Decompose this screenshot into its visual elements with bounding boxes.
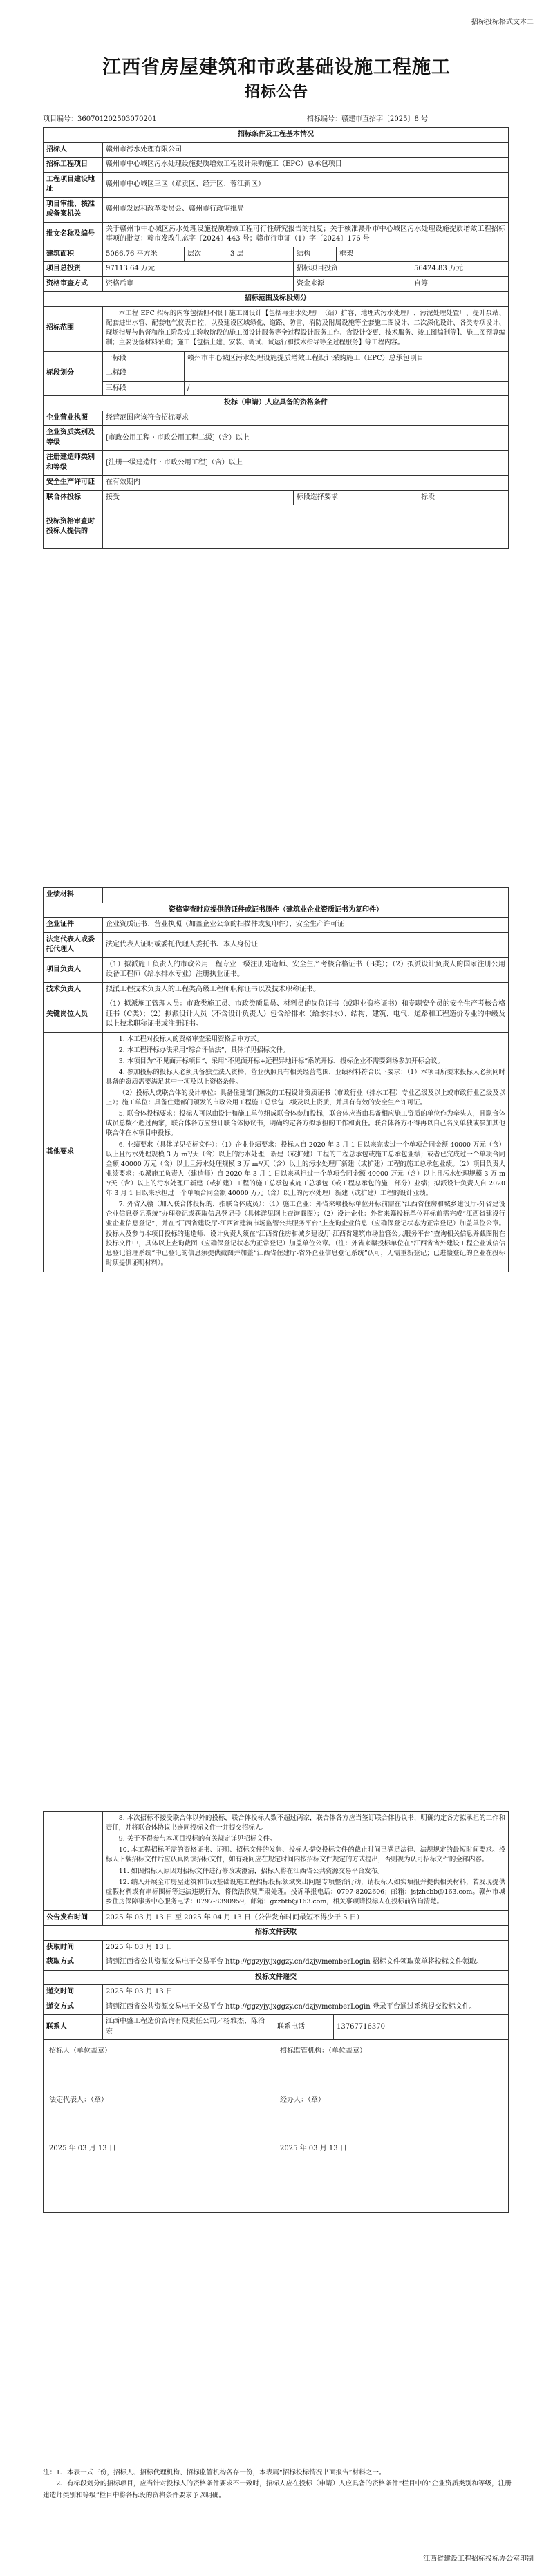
sig-left-date: 2025 年 03 月 13 日	[49, 2145, 116, 2153]
value-bid-method: 请到江西省公共资源交易电子交易平台 http://ggzyjy.jxggzy.cn/dzjy/memberLogin 登录平台通过系统提交投标文件。	[103, 2000, 509, 2015]
label-doc-method: 获取方式	[44, 1955, 103, 1971]
signature-tenderer	[44, 2040, 274, 2213]
section-title-qualification: 投标（申请）人应具备的资格条件	[44, 396, 509, 411]
value-consortium: 接受	[103, 490, 294, 505]
label-project-lead: 项目负责人	[44, 957, 103, 982]
value-key-staff: （1）拟派施工管理人员：市政类施工员、市政类质量员、材料员的岗位证书（或职业资格证书）和专职安全员的安全生产考核合格证书（C类）；（2）拟派设计人员（不含设计负责人）包含给排水（给水排水）、结构、建筑、电气、道路和工程造价专业的中级及以上技术职称证书或注册证书。	[103, 997, 509, 1033]
section-title-doc: 招标文件获取	[44, 1926, 509, 1941]
other-para-8: 7. 外省入赣（加入联合体投标的，指联合体成员）：（1）施工企业：外省来赣投标单位开标前需在“江西省住房和城乡建设厅-外省建设企业信息登记系统”办理登记或获取信息登记号（具体详见网上查询截图）；（2）设计企业：外省来赣投标单位开标前需完成“江西省建设行业企业信息登记”，并在“江西省建设厅-江西省建筑市场监管公共服务平台”上查询企业信息（应确保登记状态为正常登记）加盖单位公章。投标人及参与本项目投标的建造师、设计负责人须在“江西省住房和城乡建设厅-江西省建筑市场监管公共服务平台”查询相关信息并截图附在投标文件中，具体以上查询截图（应确保登记状态为正常登记）加盖单位公章。（注：外省来赣投标单位在“江西省省外建设工程企业诚信信息登记管理系统”中已登记的信息须提供截图并加盖“江西省住建厅-省外企业信息登记系统”认可，无需重新登记；已进赣登记的企业在投标时须提供证明材料）。	[106, 1201, 505, 1267]
other-para-11: 10. 本工程招标所需的资格证书、证明、招标文件的发售、投标人提交投标文件的截止时间已满足法律、法规规定的最短时间要求。投标人下载招标文件后应认真阅读招标文件，如有疑问应在规定时间内按招标文件规定的方式提出，否则视为认可招标文件的全部内容。	[106, 1846, 505, 1864]
value-authority: 赣州市发展和改革委员会、赣州市行政审批局	[103, 197, 509, 222]
value-doc-time: 2025 年 03 月 13 日	[103, 1940, 509, 1955]
other-para-5: （2）投标人或联合体的设计单位：具备住建部门颁发的工程设计资质证书（市政行业（排水工程）专业乙级及以上或市政行业乙级及以上）；施工单位：具备住建部门颁发的市政公用工程施工总承包二级及以上资质，并具有有效的安全生产许可证。	[106, 1089, 505, 1107]
label-consortium: 联合体投标	[44, 490, 103, 505]
label-floors: 层次	[185, 247, 227, 262]
other-para-9: 8. 本次招标不接受联合体以外的投标，联合体投标人数不超过两家，联合体各方应当签订联合体协议书，明确约定各方拟承担的工作和责任，并将联合体协议书连同投标文件一并提交招标人。	[106, 1814, 505, 1832]
label-doc-time: 获取时间	[44, 1940, 103, 1955]
value-tender-amount: 56424.83 万元	[411, 262, 509, 277]
label-bid-time: 递交时间	[44, 1985, 103, 2000]
value-phone: 13767716370	[334, 2015, 509, 2040]
other-para-4: 4. 参加投标的投标人必须具备独立法人资格，营业执照具有相关经营范围，业绩材料符合以下要求：（1）本项目所要求投标人必须同时具备的资质需要满足其中一项及以上资格条件。	[106, 1068, 505, 1086]
scope-text: 本工程 EPC 招标的内容包括但不限于施工图设计【包括再生水处理厂（站）扩容、地埋式污水处理厂、污泥处理处置厂、提升泵站、配套进出水管、配套电气仪表自控，以及建设区域绿化、道路、防雷、消防及附属设施等全套施工图设计、二次深化设计、各类专项设计、现场指导与监督和施工阶段竣工验收阶段的施工图设计服务等全过程设计服务工作、含设计变更、技术服务、竣工图编制等】、施工图预算编制；主要设备材料采购；施工【包括土建、安装、调试、试运行和技术指导等全过程服务】等工程内容。	[106, 309, 505, 346]
lot-1-content: 赣州市中心城区污水处理设施提质增效工程设计采购施工（EPC）总承包项目	[185, 351, 509, 366]
value-review-docs	[103, 505, 509, 549]
title-main: 江西省房屋建筑和市政基础设施工程施工	[102, 57, 451, 78]
lot-2-content	[185, 366, 509, 382]
label-announce-time: 公告发布时间	[44, 1910, 103, 1926]
label-tenderer: 招标人	[44, 142, 103, 158]
sig-left-title: 招标人（单位盖章）	[49, 2047, 111, 2056]
cont-blank	[44, 1812, 103, 1911]
label-tech-lead: 技术负责人	[44, 982, 103, 997]
other-para-3: 3. 本项目为“不见面开标项目”，采用“不见面开标+远程异地评标”系统开标，投标企业不需要到场参加开标会议。	[118, 1057, 444, 1065]
table-conditions	[43, 127, 509, 549]
label-other: 其他要求	[44, 1032, 103, 1272]
label-performance: 业绩材料	[44, 888, 103, 903]
lot-3-name: 三标段	[103, 381, 185, 396]
value-lot-choice: 一标段	[411, 490, 509, 505]
section-title-scope: 招标范围及标段划分	[44, 292, 509, 307]
label-builder-class: 注册建造师类别和等级	[44, 451, 103, 476]
label-scope: 招标范围	[44, 306, 103, 351]
label-tender-amount: 招标项目投资	[294, 262, 411, 277]
value-tenderer: 赣州市污水处理有限公司	[103, 142, 509, 158]
other-para-6: 5. 联合体投标要求：投标人可以由设计和施工单位组成联合体参加投标，联合体应当由具备相应施工资质的单位作为牵头人，且联合体成员总数不超过两家，联合体各方应签订联合体协议书，明确约定各方拟承担的工作和责任。联合体各方不得再以自己名义单独或参加其他联合体在本项目中投标。	[106, 1110, 505, 1138]
label-license: 企业营业执照	[44, 411, 103, 426]
label-company-docs: 企业证件	[44, 918, 103, 933]
label-qualification-class: 企业资质类别及等级	[44, 426, 103, 451]
title-sub: 招标公告	[244, 83, 308, 101]
notes	[43, 2467, 513, 2501]
label-key-staff: 关键岗位人员	[44, 997, 103, 1033]
sig-right-date: 2025 年 03 月 13 日	[280, 2145, 347, 2153]
value-bid-time: 2025 年 03 月 13 日	[103, 1985, 509, 2000]
value-structure: 框架	[337, 247, 509, 262]
footer-printer: 江西省建设工程招标投标办公室印制	[423, 2555, 534, 2563]
other-para-1: 1. 本工程对投标人的资格审查采用资格后审方式。	[118, 1035, 263, 1043]
note-1: 注：1、本表一式三份，招标人、招标代理机构、招标监管机构各存一份，本表属“招标投标情况书面报告”材料之一。	[43, 2469, 386, 2476]
lot-3-content: /	[185, 381, 509, 396]
agency-name: 江西中盛工程造价咨询有限责任公司／	[106, 2018, 223, 2026]
other-para-10: 9. 关于不得参与本项目投标的有关规定详见招标文件。	[118, 1835, 276, 1843]
value-other-continued	[103, 1812, 509, 1911]
label-lots: 标段划分	[44, 351, 103, 396]
sig-left-rep: 法定代表人：（章）	[49, 2096, 108, 2104]
value-announce-time: 2025 年 03 月 13 日 至 2025 年 04 月 13 日（公告发布时间最短不得少于 5 日）	[103, 1910, 509, 1926]
label-lot-choice: 标段选择要求	[294, 490, 411, 505]
value-license: 经营范围应该符合招标要求	[103, 411, 509, 426]
section-title-docs: 资格审查时应提供的证件或证书原件（建筑业企业资质证书为复印件）	[44, 903, 509, 918]
value-builder-class: [注册一级建造师・市政公用工程]（含）以上	[103, 451, 509, 476]
value-approval: 关于赣州市中心城区污水处理设施提质增效工程可行性研究报告的批复；关于核准赣州市中心城区污水处理设施提质增效工程招标事项的批复：赣市发改生态字〔2024〕443 号；赣市行审证（1）字〔2024〕176 号	[103, 222, 509, 247]
label-contact: 联系人	[44, 2015, 103, 2040]
other-para-2: 2. 本工程评标办法采用“综合评估法”，具体详见招标文件。	[118, 1046, 290, 1054]
label-legal-rep: 法定代表人或委托代理人	[44, 932, 103, 957]
signature-supervisor	[274, 2040, 509, 2213]
value-floors: 3 层	[227, 247, 294, 262]
value-prequal: 资格后审	[103, 276, 294, 292]
other-para-13: 12. 纳入开展全市房屋建筑和市政基础设施工程招标投标领域突出问题专项整治行动，请投标人如实填报并提供相关材料，若发现提供虚假材料或有串标围标等违法违规行为，将依法依规严肃处理。投诉举报电话：0797-8202606；邮箱：jsjzhcbb@163.com。赣州市城乡住房保障事务中心服务电话：0797-8390959，邮箱：gzzbtb@163.com，相关事项请投标人在投标前咨询清楚。	[106, 1878, 505, 1906]
value-funds: 自筹	[411, 276, 509, 292]
label-investment: 项目总投资	[44, 262, 103, 277]
lot-2-name: 二标段	[103, 366, 185, 382]
lot-1-name: 一标段	[103, 351, 185, 366]
sig-right-title: 招标监管机构：（单位盖章）	[280, 2047, 366, 2056]
format-tag: 招标投标格式文本二	[471, 19, 534, 26]
table-requirements	[43, 887, 509, 1272]
table-continuation	[43, 1811, 509, 2213]
label-bid-method: 递交方式	[44, 2000, 103, 2015]
value-scale: 5066.76 平方米	[103, 247, 185, 262]
label-address: 工程项目建设地址	[44, 172, 103, 197]
value-scope	[103, 306, 509, 351]
label-project: 招标工程项目	[44, 158, 103, 173]
agency-person: 杨雅杰、陈治宏	[106, 2018, 265, 2036]
tender-code: 招标编号：赣建市直招字〔2025〕8 号	[307, 115, 428, 123]
value-tech-lead: 拟派工程技术负责人的工程类高级工程师职称证书以及技术职称证书。	[103, 982, 509, 997]
project-code: 项目编号：360701202503070201	[43, 115, 157, 123]
label-funds: 资金来源	[294, 276, 411, 292]
label-authority: 项目审批、核准或备案机关	[44, 197, 103, 222]
value-project-lead: （1）拟派施工负责人的市政公用工程专业一级注册建造师、安全生产考核合格证书（B类）；（2）拟派设计负责人的国家注册公用设备工程师（给水排水专业）注册执业证书。	[103, 957, 509, 982]
value-project: 赣州市中心城区污水处理设施提质增效工程设计采购施工（EPC）总承包项目	[103, 158, 509, 173]
value-legal-rep: 法定代表人证明或委托代理人委托书、本人身份证	[103, 932, 509, 957]
label-scale: 建筑面积	[44, 247, 103, 262]
value-address: 赣州市中心城区三区（章贡区、经开区、蓉江新区）	[103, 172, 509, 197]
value-agency	[103, 2015, 274, 2040]
other-para-12: 11. 如因招标人原因对招标文件进行修改或澄清，招标人将在江西省公共资源交易平台发布。	[118, 1867, 384, 1875]
label-phone: 联系电话	[274, 2015, 334, 2040]
value-doc-method: 请到江西省公共资源交易电子交易平台 http://ggzyjy.jxggzy.cn/dzjy/memberLogin 招标文件领取菜单将投标文件领取。	[103, 1955, 509, 1971]
label-review-docs: 投标资格审查时投标人提供的	[44, 505, 103, 549]
value-performance	[103, 888, 509, 903]
value-investment: 97113.64 万元	[103, 262, 294, 277]
label-safety-permit: 安全生产许可证	[44, 476, 103, 491]
section-title-conditions: 招标条件及工程基本情况	[44, 128, 509, 143]
sig-right-rep: 经办人：（章）	[280, 2096, 325, 2104]
label-approval: 批文名称及编号	[44, 222, 103, 247]
value-other	[103, 1032, 509, 1272]
note-2: 2、有标段划分的招标项目，应当针对投标人的资格条件要求不一致时，招标人应在投标（申请）人应具备的资格条件“栏目中的”企业资质类别和等级，注册建造师类别和等级“栏目中将各标段的资格条件要求予以明确。	[43, 2480, 512, 2499]
other-para-7: 6. 业绩要求（具体详见招标文件）：（1）企业业绩要求：投标人自 2020 年 3 月 1 日以来完成过一个单项合同金额 40000 万元（含）以上且污水处理规模 3 万 m³/天（含）以上的污水处理厂新建（或扩建）工程的工程总承包或施工总承包业绩；或者已完成过一个单项合同金额 40000 万元（含）以上且污水处理规模 3 万 m³/天（含）以上的污水处理厂新建（或扩建）工程的施工总承包业绩。（2）项目负责人业绩要求：拟派施工负责人（建造师）自 2020 年 3 月 1 日以来承担过一个单项合同金额 40000 万元（含）以上且污水处理规模 3 万 m³/天（含）以上的污水处理厂新建（或扩建）工程的施工总承包或施工总承包（或工程总承包的施工部分）业绩；拟派设计负责人自 2020 年 3 月 1 日以来承担过一个单项合同金额 40000 万元（含）以上的污水处理厂新建（或扩建）工程的设计业绩。	[106, 1140, 505, 1198]
label-prequal: 资格审查方式	[44, 276, 103, 292]
label-structure: 结构	[294, 247, 337, 262]
section-title-bid: 投标文件递交	[44, 1970, 509, 1985]
value-safety-permit: 在有效期内	[103, 476, 509, 491]
value-qualification-class: [市政公用工程・市政公用工程二级]（含）以上	[103, 426, 509, 451]
value-company-docs: 企业资质证书、营业执照（加盖企业公章的扫描件或复印件）、安全生产许可证	[103, 918, 509, 933]
